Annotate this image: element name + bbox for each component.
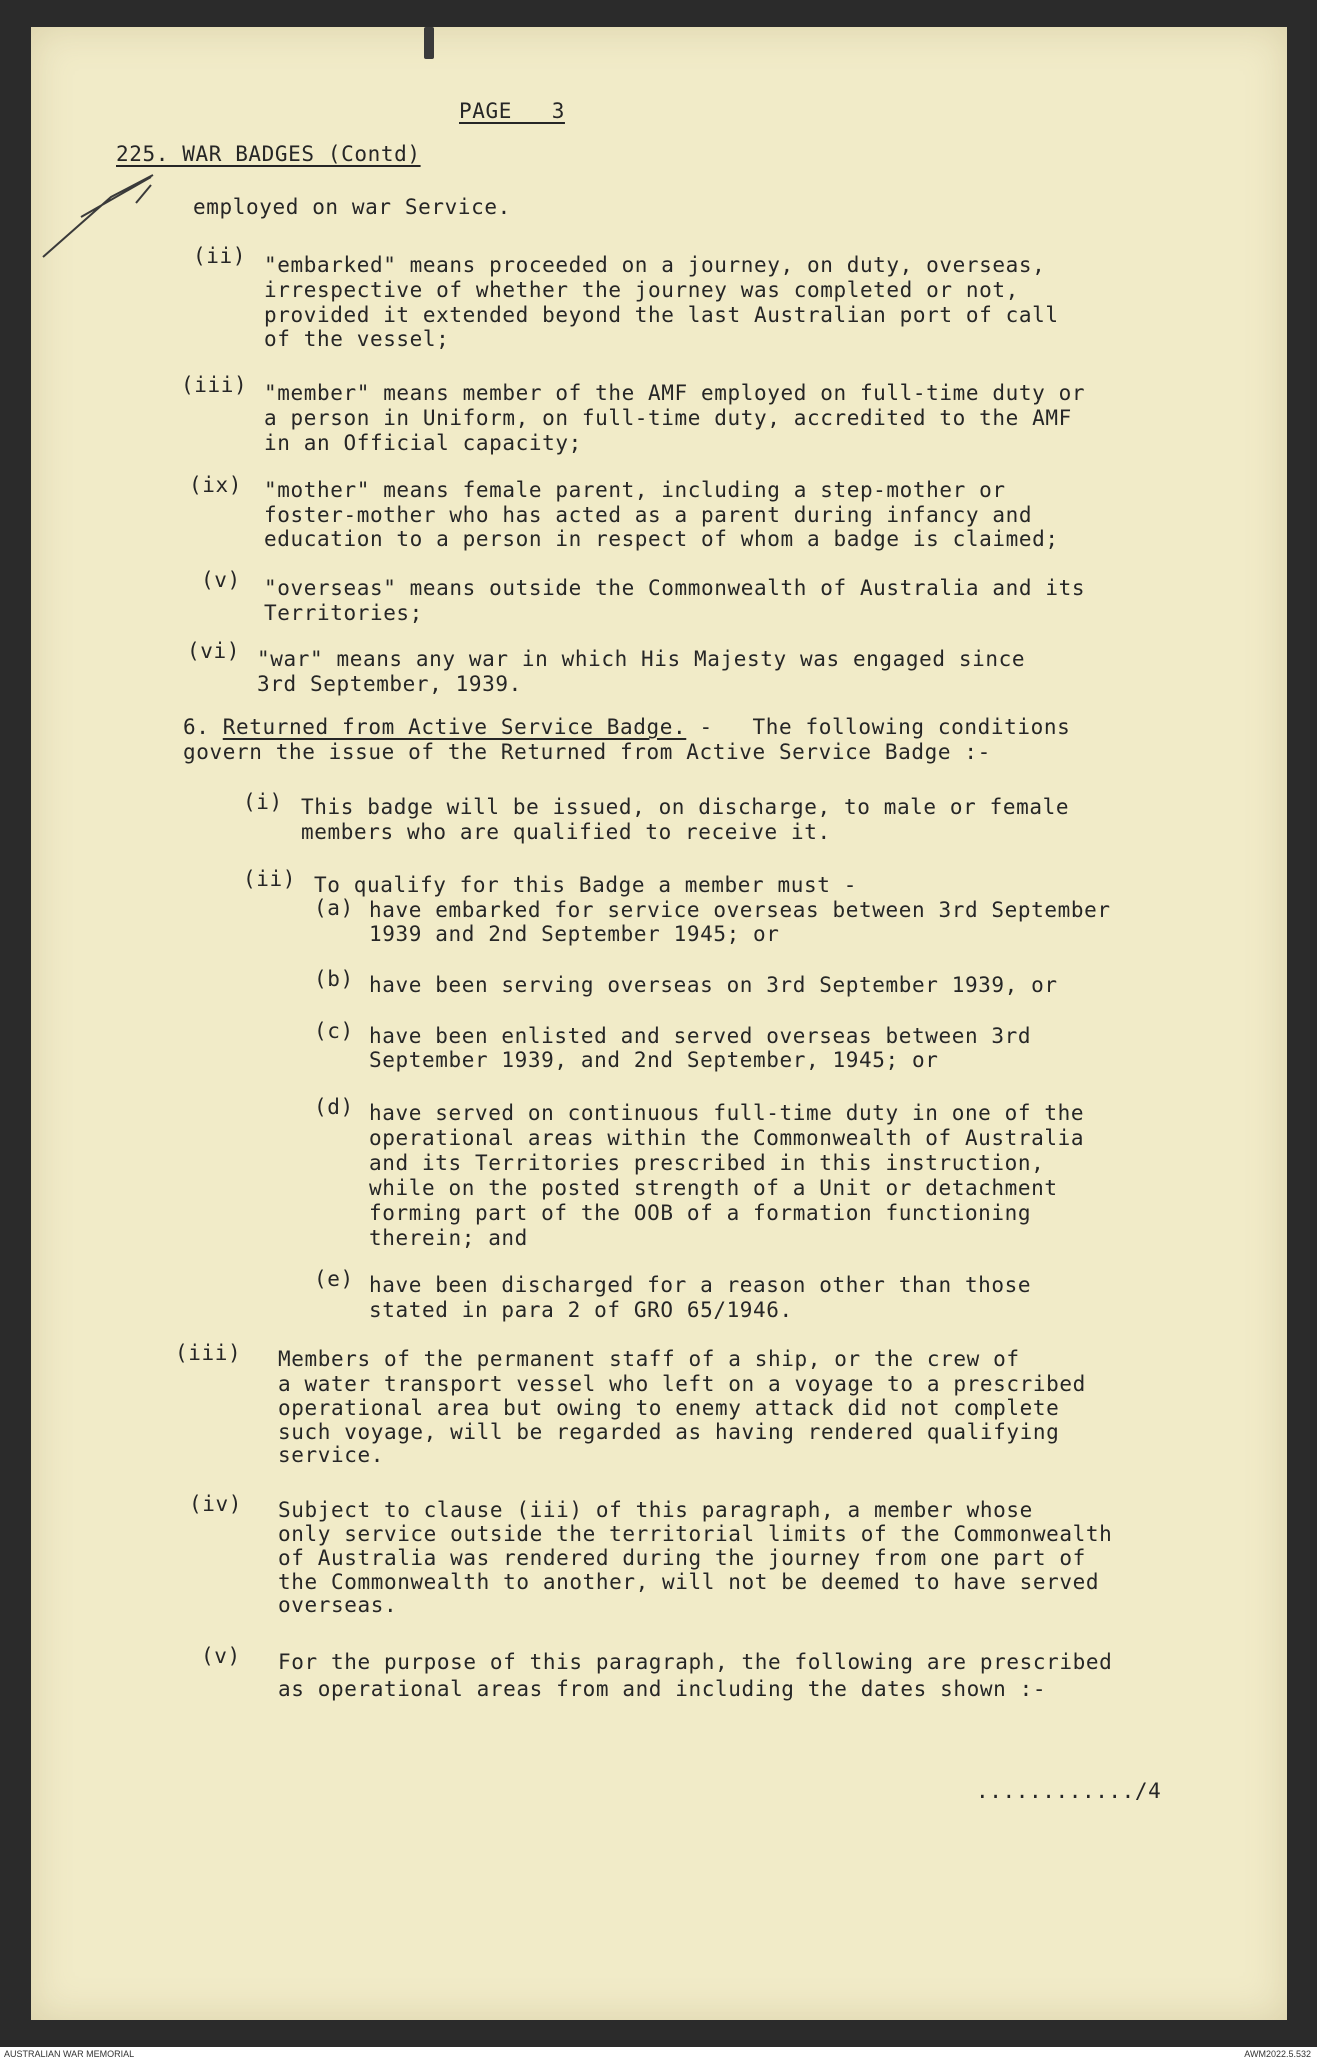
sub-d-line6: therein; and (369, 1226, 528, 1250)
sub-d-line4: while on the posted strength of a Unit or detachment (369, 1176, 1058, 1200)
def-ii-line1: "embarked" means proceeded on a journey, on duty, overseas, (264, 253, 1046, 277)
clause-iii-line5: service. (278, 1443, 384, 1467)
clause-i-line1: This badge will be issued, on discharge, to male or female (301, 795, 1070, 819)
clause-iii-num: (iii) (175, 1341, 242, 1365)
section-heading-text: 225. WAR BADGES (Contd) (116, 142, 421, 166)
sub-c-line1: have been enlisted and served overseas between 3rd (369, 1024, 1032, 1048)
def-iii-line3: in an Official capacity; (264, 431, 582, 455)
def-vi-line1: "war" means any war in which His Majesty was engaged since (257, 647, 1026, 671)
clause-iv-line1: Subject to clause (iii) of this paragraph, a member whose (278, 1498, 1033, 1522)
def-ii-num: (ii) (193, 244, 246, 268)
clause-v-line1: For the purpose of this paragraph, the following are prescribed (278, 1650, 1113, 1674)
sub-d-line1: have served on continuous full-time duty in one of the (369, 1101, 1085, 1125)
sub-d-num: (d) (314, 1095, 354, 1119)
def-v-num: (v) (201, 568, 241, 592)
page-header: PAGE 3 (459, 99, 565, 123)
clause-iv-line2: only service outside the territorial limits of the Commonwealth (278, 1522, 1113, 1546)
clause-iv-line3: of Australia was rendered during the journey from one part of (278, 1546, 1086, 1570)
def-ii-line4: of the vessel; (264, 327, 450, 351)
def-ix-line2: foster-mother who has acted as a parent during infancy and (264, 503, 1033, 527)
para6-title: Returned from Active Service Badge. (222, 715, 687, 739)
def-vi-num: (vi) (187, 639, 240, 663)
document-page (31, 27, 1287, 2020)
clause-v-num: (v) (201, 1644, 241, 1668)
para6-intro-rest: - The following conditions (686, 715, 1071, 739)
sub-e-line1: have been discharged for a reason other than those (369, 1273, 1032, 1297)
sub-d-line5: forming part of the OOB of a formation functioning (369, 1201, 1032, 1225)
clause-iv-line4: the Commonwealth to another, will not be deemed to have served (278, 1570, 1100, 1594)
sub-d-line2: operational areas within the Commonwealth of Australia (369, 1126, 1085, 1150)
clause-iii-line2: a water transport vessel who left on a voyage to a prescribed (278, 1372, 1086, 1396)
def-v-line1: "overseas" means outside the Commonwealth of Australia and its (264, 576, 1086, 600)
def-v-line2: Territories; (264, 601, 423, 625)
clause-ii-num: (ii) (243, 867, 296, 891)
torn-corner-mark (41, 157, 161, 267)
sub-e-line2: stated in para 2 of GRO 65/1946. (369, 1298, 793, 1322)
clause-i-num: (i) (243, 790, 283, 814)
def-vi-line2: 3rd September, 1939. (257, 672, 522, 696)
continuation-marker: ............/4 (976, 1779, 1162, 1803)
para6-intro-line2: govern the issue of the Returned from Active Service Badge :- (183, 740, 991, 764)
clause-ii-lead: To qualify for this Badge a member must - (314, 873, 857, 897)
sub-a-line2: 1939 and 2nd September 1945; or (369, 922, 780, 946)
sub-d-line3: and its Territories prescribed in this instruction, (369, 1151, 1045, 1175)
def-ii-line2: irrespective of whether the journey was completed or not, (264, 278, 1019, 302)
sub-a-num: (a) (314, 896, 354, 920)
staple (424, 27, 434, 59)
para6-intro-line1 (183, 715, 1070, 740)
clause-iii-line3: operational area but owing to enemy attack did not complete (278, 1396, 1060, 1420)
def-iii-line2: a person in Uniform, on full-time duty, accredited to the AMF (264, 406, 1072, 430)
section-heading (116, 142, 421, 167)
def-ii-line3: provided it extended beyond the last Australian port of call (264, 303, 1059, 327)
continuation-text: employed on war Service. (193, 195, 511, 219)
clause-v-line2: as operational areas from and including the dates shown :- (278, 1677, 1047, 1701)
clause-iii-line4: such voyage, will be regarded as having rendered qualifying (278, 1420, 1060, 1444)
def-ix-line3: education to a person in respect of whom a badge is claimed; (264, 527, 1059, 551)
def-iii-num: (iii) (181, 373, 248, 397)
clause-iv-line5: overseas. (278, 1593, 398, 1617)
clause-iv-num: (iv) (189, 1492, 242, 1516)
sub-c-num: (c) (314, 1019, 354, 1043)
footer-institution: AUSTRALIAN WAR MEMORIAL (4, 2049, 135, 2059)
clause-iii-line1: Members of the permanent staff of a ship, or the crew of (278, 1347, 1020, 1371)
def-iii-line1: "member" means member of the AMF employed on full-time duty or (264, 381, 1086, 405)
clause-i-line2: members who are qualified to receive it. (301, 820, 831, 844)
sub-e-num: (e) (314, 1267, 354, 1291)
sub-c-line2: September 1939, and 2nd September, 1945; or (369, 1048, 939, 1072)
para6-number: 6. (183, 715, 210, 739)
sub-b-line1: have been serving overseas on 3rd September 1939, or (369, 973, 1058, 997)
sub-a-line1: have embarked for service overseas between 3rd September (369, 898, 1111, 922)
def-ix-line1: "mother" means female parent, including a step-mother or (264, 478, 1006, 502)
footer-accession-id: AWM2022.5.532 (1244, 2049, 1311, 2059)
sub-b-num: (b) (314, 967, 354, 991)
def-ix-num: (ix) (189, 473, 242, 497)
footer-bar (0, 2047, 1317, 2061)
